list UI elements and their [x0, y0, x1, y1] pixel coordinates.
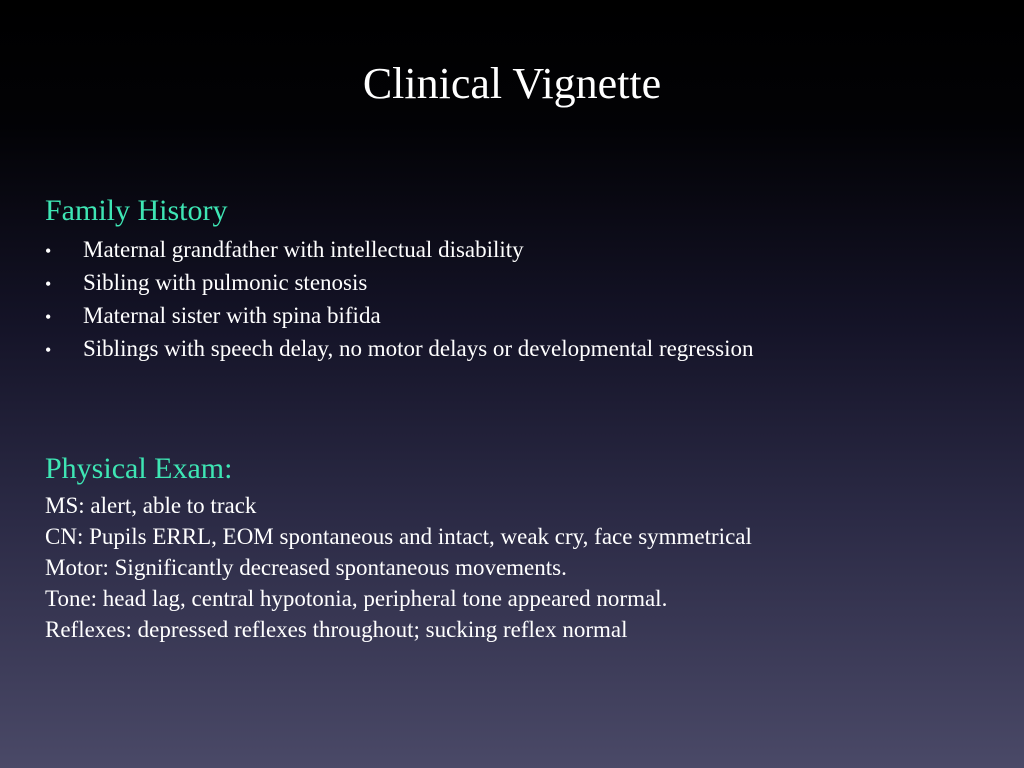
physical-exam-line: Reflexes: depressed reflexes throughout; sucking reflex normal	[45, 617, 628, 642]
family-history-item-text: Maternal grandfather with intellectual disability	[83, 237, 524, 262]
family-history-item	[45, 333, 753, 366]
family-history-item	[45, 234, 753, 267]
family-history-list	[45, 234, 753, 366]
physical-exam-line: CN: Pupils ERRL, EOM spontaneous and intact, weak cry, face symmetrical	[45, 524, 752, 549]
family-history-item	[45, 267, 753, 300]
family-history-item-text: Siblings with speech delay, no motor delays or developmental regression	[83, 336, 754, 361]
physical-exam-line: Motor: Significantly decreased spontaneous movements.	[45, 555, 567, 580]
bullet-icon: •	[45, 241, 52, 261]
bullet-icon: •	[45, 307, 52, 327]
physical-exam-heading: Physical Exam:	[45, 452, 233, 485]
family-history-item	[45, 300, 753, 333]
family-history-item-text: Sibling with pulmonic stenosis	[83, 270, 368, 295]
physical-exam-list	[45, 490, 752, 645]
physical-exam-line: MS: alert, able to track	[45, 493, 257, 518]
physical-exam-line: Tone: head lag, central hypotonia, peripheral tone appeared normal.	[45, 586, 668, 611]
bullet-icon: •	[45, 274, 52, 294]
family-history-item-text: Maternal sister with spina bifida	[83, 303, 381, 328]
bullet-icon: •	[45, 340, 52, 360]
slide-title: Clinical Vignette	[362, 59, 662, 108]
family-history-heading: Family History	[45, 194, 228, 227]
